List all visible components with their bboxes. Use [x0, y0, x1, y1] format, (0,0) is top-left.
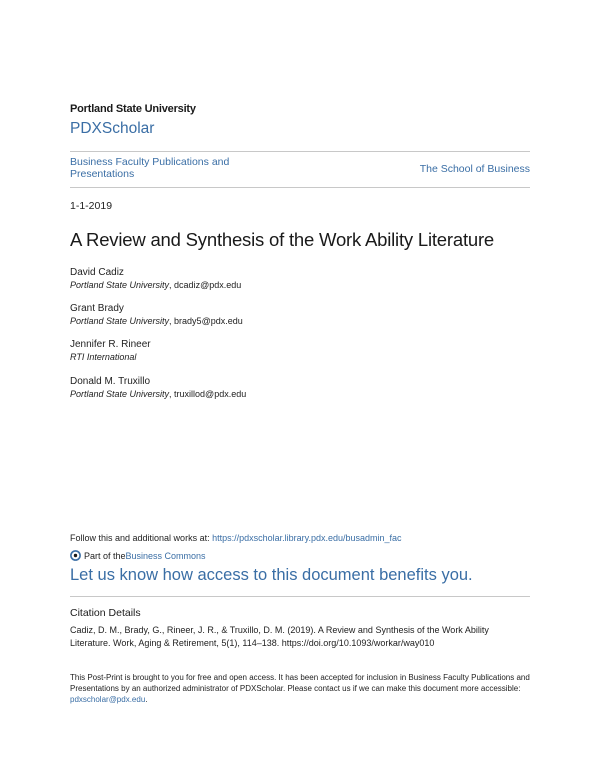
institution-name: Portland State University: [70, 103, 196, 115]
notice-suffix: .: [145, 695, 148, 704]
collection-link[interactable]: Business Faculty Publications and Presentations: [70, 156, 230, 180]
author-email: , brady5@pdx.edu: [169, 316, 243, 326]
author-block: [70, 338, 151, 363]
author-name: Donald M. Truxillo: [70, 376, 151, 387]
author-name: Grant Brady: [70, 303, 124, 314]
notice-text: This Post-Print is brought to you for free and open access. It has been accepted for inclusion in Business Faculty Publications and Presentations by an authorized administrator of PDXScholar. Please contact us if we can make this document more accessible:: [70, 673, 530, 693]
publication-date: 1-1-2019: [70, 200, 113, 212]
author-affiliation: [70, 315, 243, 327]
citation-divider: [70, 596, 530, 597]
author-block: [70, 302, 243, 327]
affiliation-institution: Portland State University: [70, 316, 170, 326]
part-of-line: [70, 550, 206, 561]
author-block: [70, 266, 241, 291]
affiliation-institution: Portland State University: [70, 389, 170, 399]
header-divider: [70, 187, 530, 188]
citation-text: Cadiz, D. M., Brady, G., Rineer, J. R., & Truxillo, D. M. (2019). A Review and Synthesis of the Work Ability Literature. Work, Aging & Retirement, 5(1), 114–138. https://doi.org/10.1093/workar/way010: [70, 625, 489, 648]
repository-name-link[interactable]: PDXScholar: [70, 120, 155, 137]
author-affiliation: [70, 279, 241, 291]
network-icon: [70, 550, 81, 561]
affiliation-institution: RTI International: [70, 352, 137, 362]
author-email: , dcadiz@pdx.edu: [169, 280, 242, 290]
author-email: , truxillod@pdx.edu: [169, 389, 247, 399]
collection-url-link[interactable]: https://pdxscholar.library.pdx.edu/busadmin_fac: [212, 533, 402, 543]
citation-heading: Citation Details: [70, 607, 141, 619]
author-name: Jennifer R. Rineer: [70, 339, 151, 350]
author-name: David Cadiz: [70, 267, 124, 278]
author-block: [70, 375, 246, 400]
follow-works-line: [70, 533, 402, 543]
business-commons-link[interactable]: Business Commons: [125, 550, 206, 561]
part-of-prefix: Part of the: [84, 550, 126, 561]
affiliation-institution: Portland State University: [70, 280, 170, 290]
top-divider: [70, 151, 530, 152]
follow-prefix: Follow this and additional works at:: [70, 533, 213, 543]
feedback-link[interactable]: Let us know how access to this document benefits you.: [70, 566, 473, 584]
document-title: A Review and Synthesis of the Work Ability Literature: [70, 229, 495, 250]
school-link[interactable]: The School of Business: [419, 163, 530, 175]
access-notice: [70, 672, 540, 705]
author-affiliation: [70, 351, 151, 363]
contact-email-link[interactable]: pdxscholar@pdx.edu: [70, 695, 146, 704]
author-affiliation: [70, 388, 246, 400]
